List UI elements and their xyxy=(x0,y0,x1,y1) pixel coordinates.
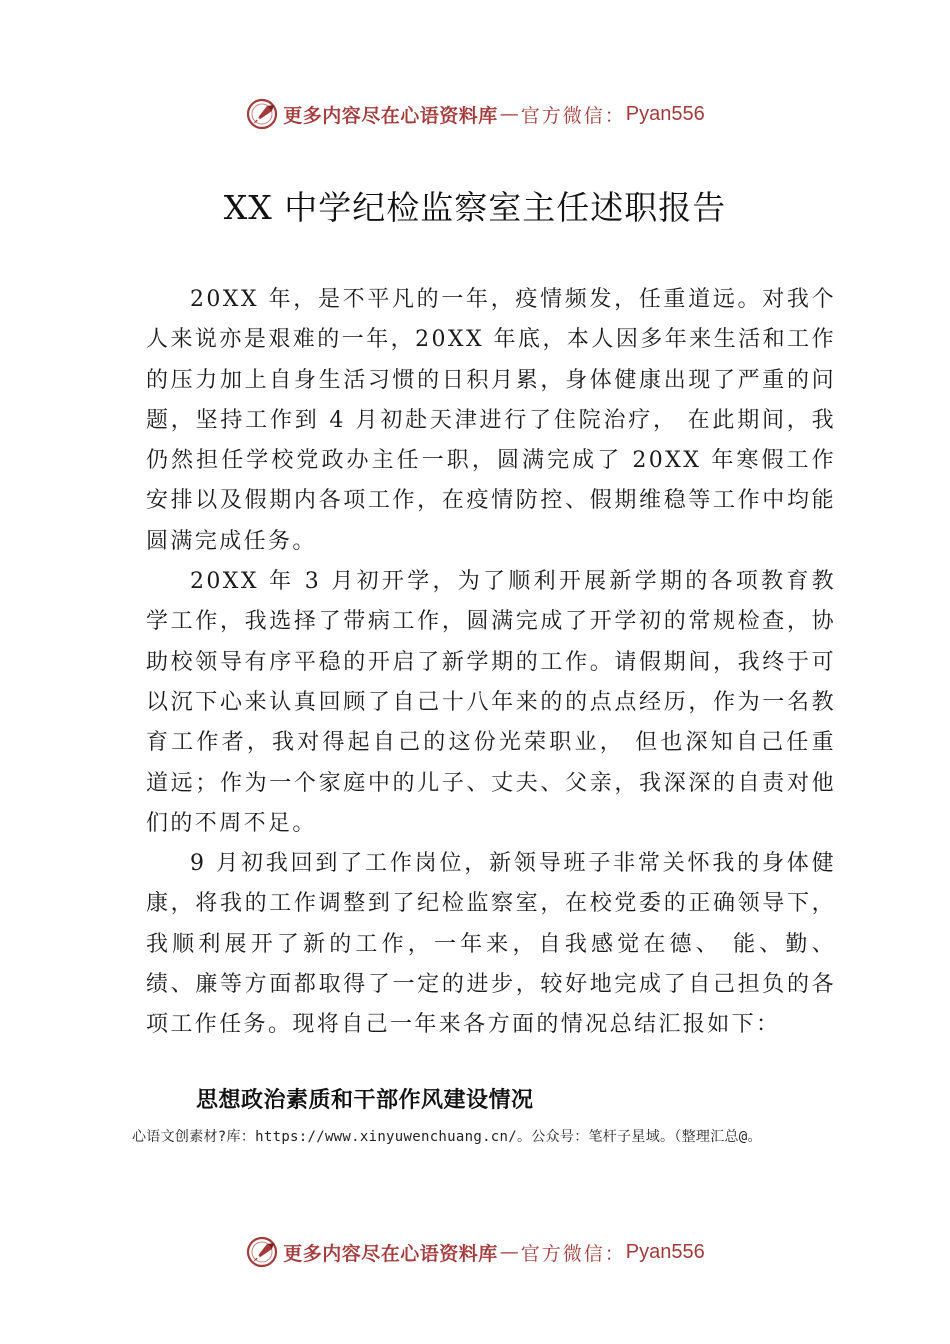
body-paragraph: 20XX 年 3 月初开学，为了顺利开展新学期的各项教育教学工作，我选择了带病工作，圆满完成了开学初的常规检查，协助校领导有序平稳的开启了新学期的工作。请假期间，我终于可以沉下心来认真回顾了自己十八年来的的点点经历，作为一名教育工作者，我对得起自己的这份光荣职业， 但也深知自己任重道远；作为一个家庭中的儿子、丈夫、父亲，我深深的自责对他们的不周不足。 xyxy=(146,569,836,836)
document-title: XX 中学纪检监察室主任述职报告 xyxy=(223,188,727,227)
section-heading: 思想政治素质和干部作风建设情况 xyxy=(196,1088,534,1113)
banner-slogan: 更多内容尽在心语资料库 xyxy=(283,1242,498,1265)
banner-wechat-label: 官方微信： xyxy=(520,104,626,127)
banner-wechat-id: Pyan556 xyxy=(625,1240,705,1263)
document-body xyxy=(146,280,836,1046)
body-paragraph: 9 月初我回到了工作岗位，新领导班子非常关怀我的身体健康，将我的工作调整到了纪检监察室，在校党委的正确领导下，我顺利展开了新的工作，一年来，自我感觉在德、 能、勤、绩、廉等方面都取得了一定的进步，较好地完成了自己担负的各项工作任务。现将自己一年来各方面的情况总结汇报如下： xyxy=(146,851,836,1038)
banner-dash: — xyxy=(499,103,519,125)
source-note: 心语文创素材?库：https://www.xinyuwenchuang.cn/。公众号：笔杆子星域。（整理汇总@。 xyxy=(132,1129,762,1145)
pen-nib-icon xyxy=(245,97,279,131)
banner-slogan: 更多内容尽在心语资料库 xyxy=(283,104,498,127)
body-paragraph: 20XX 年，是不平凡的一年，疫情频发，任重道远。对我个人来说亦是艰难的一年，20XX 年底，本人因多年来生活和工作的压力加上自身生活习惯的日积月累，身体健康出现了严重的问题，坚持工作到 4 月初赴天津进行了住院治疗， 在此期间，我仍然担任学校党政办主任一职，圆满完成了 20XX 年寒假工作安排以及假期内各项工作，在疫情防控、假期维稳等工作中均能圆满完成任务。 xyxy=(146,287,836,554)
banner-dash: — xyxy=(499,1241,519,1263)
footer-banner xyxy=(0,1232,950,1272)
pen-nib-icon xyxy=(245,1235,279,1269)
banner-wechat-label: 官方微信： xyxy=(520,1242,626,1265)
banner-wechat-id: Pyan556 xyxy=(625,102,705,125)
header-banner xyxy=(0,94,950,134)
